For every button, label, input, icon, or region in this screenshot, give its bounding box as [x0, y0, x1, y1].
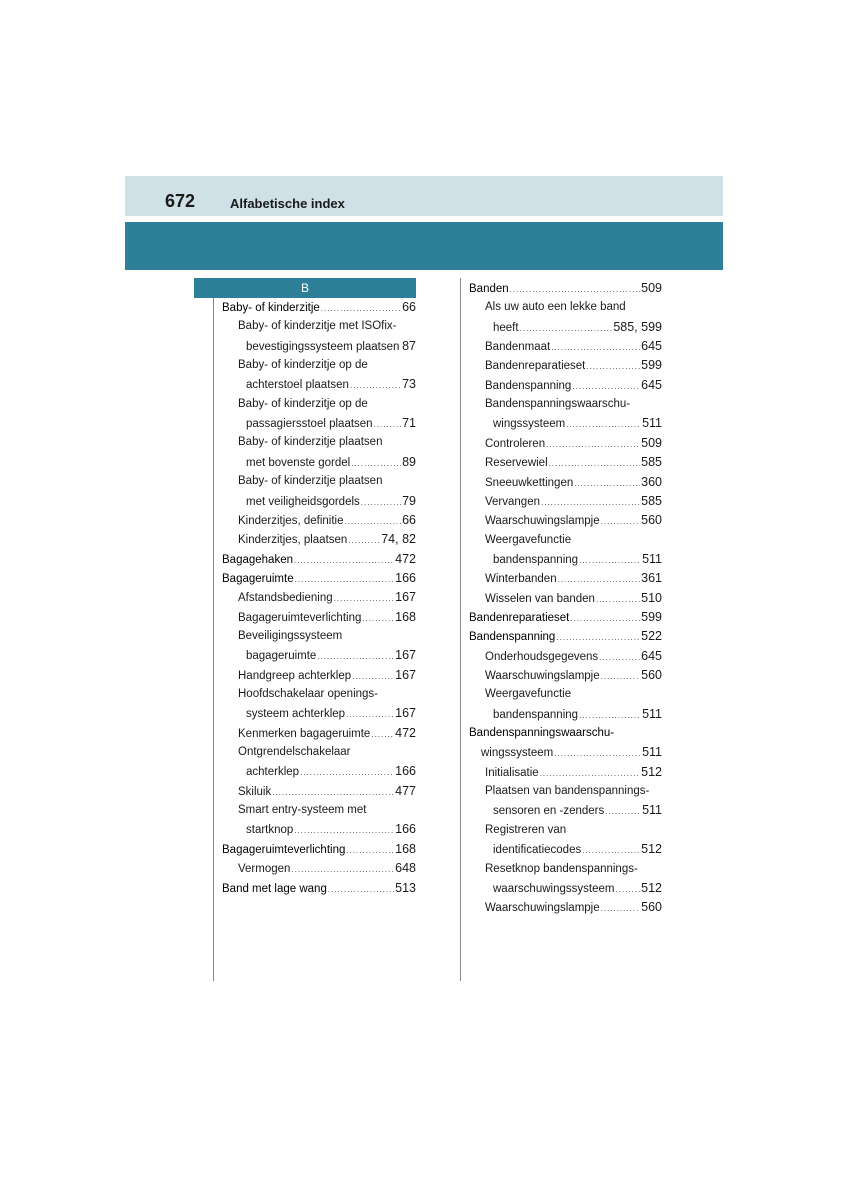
- dot-leader: [272, 783, 394, 802]
- index-subentry: [238, 685, 378, 704]
- entry-text: Plaatsen van bandenspannings-: [485, 785, 650, 798]
- entry-text: Weergavefunctie: [485, 688, 572, 701]
- page-ref: 167: [395, 648, 416, 663]
- page-ref: 560: [641, 513, 662, 528]
- dot-leader: [546, 435, 640, 454]
- left-margin-rule: [213, 298, 214, 981]
- index-entry: [469, 724, 614, 743]
- index-entry: [222, 550, 416, 569]
- entry-text: Bandenmaat: [485, 341, 551, 354]
- entry-text: Beveiligingssysteem: [238, 629, 343, 642]
- entry-text: Waarschuwingslampje: [485, 670, 600, 682]
- page-ref: 511: [642, 551, 662, 566]
- entry-text: Kinderzitjes, plaatsen: [238, 534, 348, 547]
- index-subentry: [238, 743, 351, 762]
- index-entry: [469, 608, 662, 627]
- page-ref: 166: [395, 764, 416, 779]
- dot-leader: [346, 841, 394, 860]
- index-subentry: [238, 433, 382, 452]
- dot-leader: [540, 764, 640, 783]
- index-subentry: [485, 453, 662, 472]
- entry-text: bandenspanning: [493, 708, 579, 721]
- entry-text: Kinderzitjes, definitie: [238, 514, 344, 527]
- dot-leader: [520, 319, 613, 338]
- entry-text: Reservewiel: [485, 457, 548, 470]
- dot-leader: [558, 570, 641, 589]
- dot-leader: [295, 570, 395, 589]
- entry-text: Baby- of kinderzitje met ISOfix-: [238, 320, 397, 333]
- entry-text: Controleren: [485, 437, 546, 450]
- index-entry: [222, 298, 416, 317]
- index-subentry: [238, 395, 368, 414]
- page-ref: 645: [641, 648, 662, 663]
- index-subentry: [485, 531, 571, 550]
- index-subentry: [485, 395, 630, 414]
- entry-text: Als uw auto een lekke band: [485, 301, 626, 314]
- page-ref: 513: [395, 880, 416, 895]
- entry-text: Bagagehaken: [222, 553, 293, 566]
- dot-leader: [599, 648, 640, 667]
- index-subentry: [238, 782, 416, 801]
- entry-text: Kenmerken bagageruimte: [238, 727, 371, 740]
- index-subentry: [485, 569, 662, 588]
- entry-text: Bandenreparatieset: [469, 611, 570, 624]
- page-ref: 511: [642, 706, 662, 721]
- page-ref: 167: [395, 706, 416, 721]
- index-subentry: [246, 492, 416, 511]
- page-ref: 645: [641, 377, 662, 392]
- index-subentry: [485, 763, 662, 782]
- index-subentry: [485, 337, 662, 356]
- entry-text: bandenspanning: [493, 553, 579, 566]
- index-subentry: [246, 337, 416, 356]
- index-subentry: [246, 375, 416, 394]
- page-ref: 509: [641, 281, 662, 295]
- page-ref: 167: [395, 667, 416, 682]
- index-entry: [469, 627, 662, 646]
- index-subentry: [238, 608, 416, 627]
- header-band-dark: [125, 222, 723, 270]
- index-subentry: [481, 743, 662, 762]
- dot-leader: [605, 802, 641, 821]
- dot-leader: [549, 454, 641, 473]
- entry-text: Band met lage wang: [222, 882, 327, 895]
- page-ref: 599: [641, 609, 662, 624]
- page-ref: 71: [402, 416, 416, 431]
- index-subentry: [238, 724, 416, 743]
- dot-leader: [291, 860, 394, 879]
- dot-leader: [541, 493, 640, 512]
- dot-leader: [328, 880, 394, 899]
- page-ref: 560: [641, 900, 662, 915]
- index-subentry: [485, 492, 662, 511]
- entry-text: Bagageruimteverlichting: [238, 611, 362, 624]
- dot-leader: [374, 415, 402, 434]
- index-subentry: [246, 762, 416, 781]
- page-ref: 645: [641, 339, 662, 354]
- page-ref: 166: [395, 822, 416, 837]
- entry-text: Vervangen: [485, 495, 540, 508]
- index-subentry: [493, 550, 662, 569]
- entry-text: identificatiecodes: [493, 844, 582, 857]
- page-ref: 166: [395, 570, 416, 585]
- index-subentry: [246, 820, 416, 839]
- dot-leader: [294, 551, 394, 570]
- index-subentry: [238, 859, 416, 878]
- dot-leader: [566, 415, 641, 434]
- page-ref: 167: [395, 590, 416, 605]
- column-divider: [460, 278, 461, 981]
- page-ref: 73: [402, 377, 416, 392]
- entry-text: Smart entry-systeem met: [238, 804, 367, 817]
- dot-leader: [321, 299, 401, 318]
- page-ref: 74, 82: [381, 532, 416, 547]
- entry-text: wingssysteem: [481, 747, 554, 760]
- entry-text: Afstandsbediening: [238, 592, 333, 605]
- index-subentry: [238, 317, 397, 336]
- entry-text: met veiligheidsgordels: [246, 495, 360, 508]
- dot-leader: [348, 531, 380, 550]
- entry-text: Bagageruimteverlichting: [222, 843, 346, 856]
- page-ref: 168: [395, 609, 416, 624]
- entry-text: Weergavefunctie: [485, 533, 572, 546]
- index-subentry: [246, 414, 416, 433]
- entry-text: Onderhoudsgegevens: [485, 650, 599, 663]
- dot-leader: [317, 647, 394, 666]
- index-subentry: [485, 821, 566, 840]
- entry-text: Winterbanden: [485, 573, 557, 586]
- index-subentry: [238, 627, 342, 646]
- page-ref: 585: [641, 455, 662, 470]
- index-subentry: [493, 318, 662, 337]
- index-subentry: [246, 453, 416, 472]
- index-subentry: [485, 860, 638, 879]
- index-subentry: [238, 530, 416, 549]
- index-subentry: [485, 647, 662, 666]
- index-subentry: [485, 589, 662, 608]
- entry-text: sensoren en -zenders: [493, 805, 605, 818]
- dot-leader: [579, 551, 641, 570]
- entry-text: bevestigingssysteem plaatsen: [246, 340, 400, 353]
- entry-text: Baby- of kinderzitje op de: [238, 397, 368, 410]
- page-ref: 648: [395, 861, 416, 876]
- index-subentry: [493, 414, 662, 433]
- dot-leader: [554, 744, 641, 763]
- index-subentry: [238, 472, 382, 491]
- entry-text: heeft: [493, 321, 519, 334]
- page-ref: 512: [641, 764, 662, 779]
- index-subentry: [485, 356, 662, 375]
- entry-text: Bandenreparatieset: [485, 360, 586, 373]
- header-band-light: [125, 176, 723, 216]
- page-title: Alfabetische index: [230, 196, 345, 211]
- dot-leader: [601, 899, 641, 918]
- index-subentry: [238, 356, 368, 375]
- dot-leader: [362, 609, 394, 628]
- entry-text: Baby- of kinderzitje: [222, 302, 320, 314]
- index-entry: [469, 279, 662, 298]
- entry-text: Hoofdschakelaar openings-: [238, 688, 379, 700]
- page-ref: 522: [641, 629, 662, 644]
- index-subentry: [493, 705, 662, 724]
- entry-text: waarschuwingssysteem: [493, 882, 615, 895]
- dot-leader: [596, 590, 640, 609]
- section-letter: B: [194, 278, 416, 298]
- entry-text: wingssysteem: [493, 418, 566, 431]
- page-ref: 168: [395, 841, 416, 856]
- index-subentry: [485, 782, 649, 801]
- index-subentry: [493, 840, 662, 859]
- page-ref: 599: [641, 358, 662, 373]
- index-subentry: [493, 879, 662, 898]
- index-subentry: [238, 511, 416, 530]
- entry-text: systeem achterklep: [246, 708, 346, 721]
- dot-leader: [350, 376, 401, 395]
- dot-leader: [351, 454, 401, 473]
- entry-text: Baby- of kinderzitje plaatsen: [238, 475, 383, 488]
- entry-text: Waarschuwingslampje: [485, 515, 600, 528]
- dot-leader: [344, 512, 401, 531]
- entry-text: achterklep: [246, 766, 300, 779]
- entry-text: Registreren van: [485, 823, 567, 836]
- page-ref: 87: [402, 338, 416, 353]
- dot-leader: [586, 357, 640, 376]
- index-entry: [222, 879, 416, 898]
- entry-text: Bandenspanningswaarschu-: [485, 398, 631, 411]
- entry-text: Wisselen van banden: [485, 592, 595, 605]
- dot-leader: [400, 338, 401, 357]
- page-ref: 361: [641, 571, 662, 586]
- dot-leader: [551, 338, 640, 357]
- index-subentry: [493, 801, 662, 820]
- entry-text: Bandenspanning: [485, 379, 572, 392]
- page-ref: 472: [395, 725, 416, 740]
- index-subentry: [238, 666, 416, 685]
- entry-text: Waarschuwingslampje: [485, 902, 600, 915]
- entry-text: startknop: [246, 824, 294, 837]
- index-subentry: [238, 588, 416, 607]
- entry-text: achterstoel plaatsen: [246, 379, 349, 392]
- page-number: 672: [165, 191, 196, 211]
- entry-text: Baby- of kinderzitje op de: [238, 359, 368, 372]
- page-ref: 510: [641, 590, 662, 605]
- page-ref: 511: [642, 803, 662, 818]
- page-ref: 477: [395, 783, 416, 798]
- entry-text: met bovenste gordel: [246, 456, 351, 469]
- page-ref: 360: [641, 474, 662, 489]
- entry-text: Initialisatie: [485, 766, 539, 779]
- dot-leader: [300, 763, 394, 782]
- index-subentry: [485, 376, 662, 395]
- dot-leader: [601, 512, 641, 531]
- dot-leader: [334, 589, 395, 608]
- index-subentry: [485, 666, 662, 685]
- entry-text: Banden: [469, 283, 509, 295]
- dot-leader: [346, 705, 394, 724]
- index-subentry: [485, 473, 662, 492]
- entry-text: Ontgrendelschakelaar: [238, 746, 351, 759]
- dot-leader: [615, 880, 640, 899]
- page-ref: 66: [402, 512, 416, 527]
- entry-text: Sneeuwkettingen: [485, 476, 574, 489]
- index-subentry: [238, 801, 366, 820]
- entry-text: bagageruimte: [246, 650, 317, 663]
- page-ref: 560: [641, 668, 662, 682]
- dot-leader: [352, 667, 394, 686]
- dot-leader: [556, 628, 640, 647]
- entry-text: Baby- of kinderzitje plaatsen: [238, 436, 383, 449]
- index-subentry: [246, 646, 416, 665]
- entry-text: Bandenspanning: [469, 631, 556, 644]
- entry-text: Resetknop bandenspannings-: [485, 862, 638, 875]
- dot-leader: [579, 706, 641, 725]
- page-ref: 79: [402, 493, 416, 508]
- dot-leader: [371, 725, 394, 744]
- index-subentry: [485, 434, 662, 453]
- index-entry: [222, 840, 416, 859]
- entry-text: Skiluik: [238, 785, 272, 798]
- entry-text: Bagageruimte: [222, 572, 294, 585]
- entry-text: passagiersstoel plaatsen: [246, 418, 373, 431]
- index-entry: [222, 569, 416, 588]
- page-ref: 472: [395, 551, 416, 566]
- dot-leader: [570, 609, 640, 628]
- page-ref: 512: [641, 880, 662, 895]
- dot-leader: [294, 821, 394, 840]
- page-ref: 89: [402, 454, 416, 469]
- page-ref: 585: [641, 493, 662, 508]
- page-ref: 511: [642, 416, 662, 431]
- entry-text: Handgreep achterklep: [238, 669, 352, 682]
- page-ref: 66: [402, 300, 416, 314]
- index-subentry: [485, 298, 626, 317]
- dot-leader: [572, 377, 640, 396]
- index-subentry: [485, 685, 571, 704]
- dot-leader: [601, 667, 641, 686]
- page-ref: 512: [641, 842, 662, 857]
- entry-text: Vermogen: [238, 863, 291, 876]
- page-ref: 585, 599: [613, 319, 662, 334]
- entry-text: Bandenspanningswaarschu-: [469, 727, 615, 740]
- dot-leader: [510, 280, 640, 299]
- page-ref: 509: [641, 435, 662, 450]
- page-ref: 511: [642, 745, 662, 760]
- index-subentry: [485, 511, 662, 530]
- index-subentry: [485, 898, 662, 917]
- dot-leader: [574, 474, 640, 493]
- dot-leader: [361, 493, 401, 512]
- index-subentry: [246, 704, 416, 723]
- dot-leader: [582, 841, 640, 860]
